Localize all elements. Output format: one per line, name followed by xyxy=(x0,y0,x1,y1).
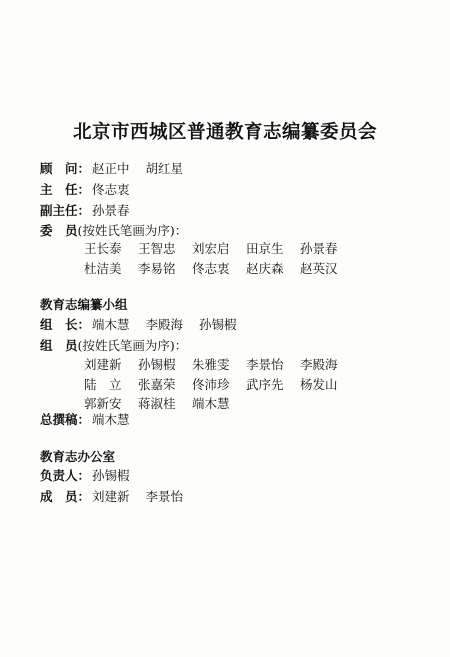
member-name: 佟志衷 xyxy=(192,261,230,276)
member-name: 孙锡椵 xyxy=(138,357,176,372)
member-name: 刘建新 xyxy=(84,357,122,372)
chief-writer-line xyxy=(40,412,130,428)
member-name: 朱雅雯 xyxy=(192,357,230,372)
leader-name: 李殿海 xyxy=(145,317,184,332)
member-name: 田京生 xyxy=(246,241,284,256)
member-name: 张嘉荣 xyxy=(138,377,176,392)
committee-members-row xyxy=(84,261,354,277)
office-members-label: 成 员： xyxy=(40,489,91,504)
office-members-line xyxy=(40,489,183,505)
group-members-line xyxy=(40,338,187,354)
member-name: 李景怡 xyxy=(246,357,284,372)
member-name: 蒋淑桂 xyxy=(138,396,176,411)
member-name: 王智忠 xyxy=(138,241,176,256)
member-name: 李易铭 xyxy=(138,261,176,276)
group-members-label: 组 员 xyxy=(40,338,78,353)
vice-director-name: 孙景春 xyxy=(92,203,130,218)
group-members-row xyxy=(84,357,354,373)
page-title: 北京市西城区普通教育志编纂委员会 xyxy=(72,122,377,143)
chief-writer-label: 总撰稿： xyxy=(40,412,91,427)
director-line xyxy=(40,182,130,198)
member-name: 赵英汉 xyxy=(300,261,338,276)
group-members-row xyxy=(84,396,246,412)
member-name: 佟沛珍 xyxy=(192,377,230,392)
member-name: 陆 立 xyxy=(84,377,122,392)
advisor-name: 胡红星 xyxy=(145,161,184,176)
leader-name: 孙锡椵 xyxy=(199,317,237,332)
member-name: 杜洁美 xyxy=(84,261,122,276)
member-name: 王长泰 xyxy=(84,241,122,256)
office-head-line xyxy=(40,468,130,484)
member-name: 武序先 xyxy=(246,377,284,392)
editorial-group-heading: 教育志编纂小组 xyxy=(40,297,128,312)
office-head-label: 负责人： xyxy=(40,468,91,483)
advisor-line xyxy=(40,161,183,177)
office-heading: 教育志办公室 xyxy=(40,449,116,464)
group-members-note: (按姓氏笔画为序)： xyxy=(77,338,188,353)
chief-writer-name: 端木慧 xyxy=(92,412,130,427)
advisor-label: 顾 问： xyxy=(40,161,91,176)
vice-director-label: 副主任： xyxy=(40,203,91,218)
office-member-name: 李景怡 xyxy=(145,489,184,504)
vice-director-line xyxy=(40,203,130,219)
members-note: (按姓氏笔画为序)： xyxy=(77,223,188,238)
member-name: 刘宏启 xyxy=(192,241,230,256)
member-name: 赵庆森 xyxy=(246,261,284,276)
director-label: 主 任： xyxy=(40,182,91,197)
office-head-name: 孙锡椵 xyxy=(92,468,130,483)
leader-label: 组 长： xyxy=(40,317,91,332)
leader-line xyxy=(40,317,237,333)
member-name: 李殿海 xyxy=(300,357,338,372)
advisor-name: 赵正中 xyxy=(92,161,130,176)
members-line xyxy=(40,223,187,239)
group-members-row xyxy=(84,377,354,393)
member-name: 杨发山 xyxy=(300,377,338,392)
leader-name: 端木慧 xyxy=(92,317,130,332)
member-name: 郭新安 xyxy=(84,396,122,411)
office-member-name: 刘建新 xyxy=(92,489,130,504)
director-name: 佟志衷 xyxy=(92,182,130,197)
members-label: 委 员 xyxy=(40,223,78,238)
committee-members-row xyxy=(84,241,354,257)
member-name: 孙景春 xyxy=(300,241,338,256)
member-name: 端木慧 xyxy=(192,396,230,411)
